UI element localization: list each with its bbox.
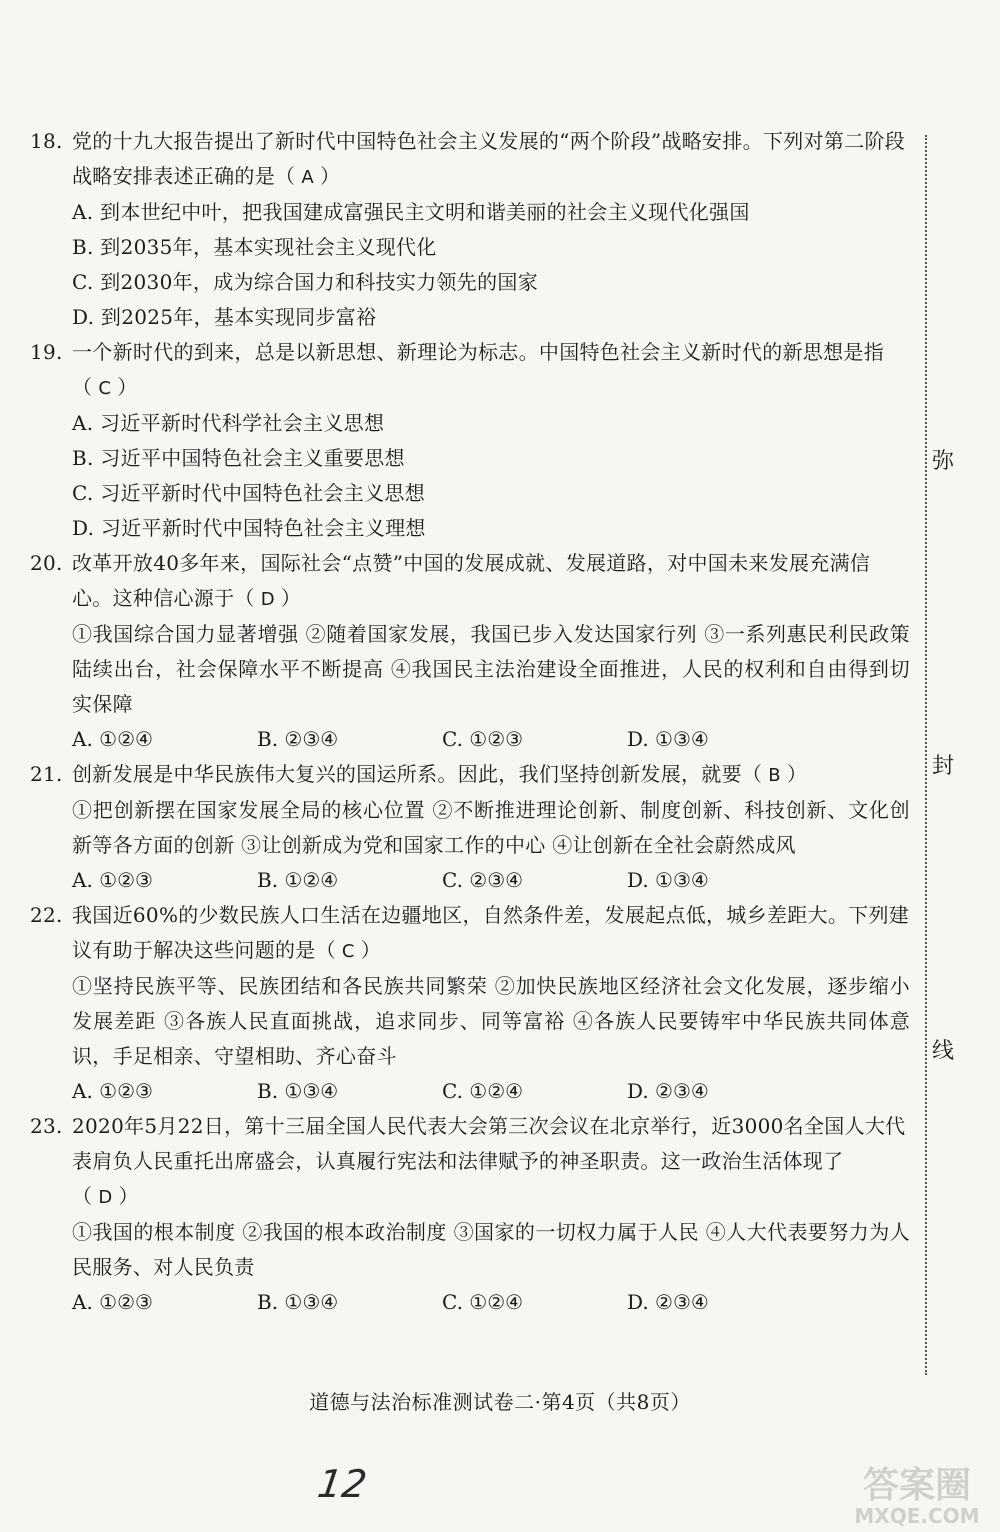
choice-c: C. ②③④: [442, 868, 524, 892]
choice-a: A. ①②③: [72, 1079, 153, 1103]
question-stem: [30, 335, 910, 406]
choice-a: A. ①②④: [72, 727, 153, 751]
binding-mark-feng: 封: [930, 745, 956, 784]
choice-b: B. ②③④: [257, 727, 339, 751]
question-18: [30, 124, 910, 335]
choice-row: [30, 722, 910, 757]
choice-d: D. ①③④: [627, 868, 709, 892]
choice-c: C. ①②④: [442, 1290, 524, 1314]
question-number: 20.: [30, 551, 63, 575]
question-20: [30, 546, 910, 757]
option-d: D. 习近平新时代中国特色社会主义理想: [72, 516, 426, 540]
stem-text: 我国近60%的少数民族人口生活在边疆地区，自然条件差，发展起点低，城乡差距大。下列建议有助于解决这些问题的是（: [72, 903, 910, 962]
handwritten-page-number: 12: [314, 1462, 370, 1506]
stem-text: 创新发展是中华民族伟大复兴的国运所系。因此，我们坚持创新发展，就要（: [72, 762, 763, 786]
binding-dotted-line: [925, 135, 927, 1375]
option-b: B. 习近平中国特色社会主义重要思想: [72, 446, 405, 470]
watermark-top-text: 答案圈: [862, 1465, 972, 1506]
question-stem: [30, 546, 910, 617]
statement-list: ①我国综合国力显著增强 ②随着国家发展，我国已步入发达国家行列 ③一系列惠民利民政策陆续出台，社会保障水平不断提高 ④我国民主法治建设全面推进，人民的权利和自由得到切实保障: [72, 622, 910, 716]
option-a: A. 习近平新时代科学社会主义思想: [72, 411, 385, 435]
handwritten-answer: D: [98, 1187, 113, 1208]
choice-a: A. ①②③: [72, 1290, 153, 1314]
choice-d: D. ①③④: [627, 727, 709, 751]
stem-text: 党的十九大报告提出了新时代中国特色社会主义发展的“两个阶段”战略安排。下列对第二阶段战略安排表述正确的是（: [72, 129, 906, 188]
handwritten-answer: A: [301, 167, 314, 188]
choice-row: [30, 863, 910, 898]
choice-b: B. ①②④: [257, 868, 339, 892]
stem-end: ）: [280, 586, 302, 610]
stem-end: ）: [786, 762, 808, 786]
question-19: [30, 335, 910, 546]
choice-d: D. ②③④: [627, 1079, 709, 1103]
stem-end: ）: [118, 1184, 139, 1208]
statement-list: ①把创新摆在国家发展全局的核心位置 ②不断推进理论创新、制度创新、科技创新、文化创新等各方面的创新 ③让创新成为党和国家工作的中心 ④让创新在全社会蔚然成风: [72, 798, 910, 857]
stem-end: ）: [117, 375, 138, 399]
watermark-bottom-text: MXQE.COM: [854, 1504, 980, 1528]
option-a: A. 到本世纪中叶，把我国建成富强民主文明和谐美丽的社会主义现代化强国: [72, 200, 750, 224]
stem-text: 改革开放40多年来，国际社会“点赞”中国的发展成就、发展道路，对中国未来发展充满信心。这种信心源于（: [72, 551, 871, 610]
question-21: [30, 757, 910, 898]
question-number: 23.: [30, 1114, 63, 1138]
choice-d: D. ②③④: [627, 1290, 709, 1314]
option-d: D. 到2025年，基本实现同步富裕: [72, 305, 377, 329]
choice-row: [30, 1285, 910, 1320]
handwritten-answer: C: [98, 378, 112, 399]
question-number: 22.: [30, 903, 63, 927]
option-c: C. 习近平新时代中国特色社会主义思想: [72, 481, 426, 505]
choice-a: A. ①②③: [72, 868, 153, 892]
choice-c: C. ①②③: [442, 727, 524, 751]
question-stem: [30, 757, 910, 793]
question-number: 19.: [30, 340, 63, 364]
question-stem: [30, 124, 910, 195]
stem-end: ）: [319, 164, 341, 188]
option-c: C. 到2030年，成为综合国力和科技实力领先的国家: [72, 270, 539, 294]
statement-list: ①坚持民族平等、民族团结和各民族共同繁荣 ②加快民族地区经济社会文化发展，逐步缩小发展差距 ③各族人民直面挑战，追求同步、同等富裕 ④各族人民要铸牢中华民族共同体意识，手足相亲、守望相助、齐心奋斗: [72, 974, 910, 1068]
handwritten-answer: B: [768, 765, 781, 786]
choice-b: B. ①③④: [257, 1290, 339, 1314]
option-b: B. 到2035年，基本实现社会主义现代化: [72, 235, 437, 259]
handwritten-answer: C: [341, 941, 355, 962]
binding-mark-mi: 弥: [930, 440, 956, 479]
watermark-logo: [845, 1455, 990, 1530]
question-list: [30, 124, 910, 1320]
question-stem: [30, 898, 910, 969]
question-23: [30, 1109, 910, 1320]
choice-b: B. ①③④: [257, 1079, 339, 1103]
question-number: 18.: [30, 129, 63, 153]
question-number: 21.: [30, 762, 63, 786]
binding-mark-xian: 线: [930, 1030, 956, 1069]
page-footer: 道德与法治标准测试卷二·第4页（共8页）: [309, 1390, 691, 1414]
stem-end: ）: [360, 938, 382, 962]
choice-row: [30, 1074, 910, 1109]
statement-list: ①我国的根本制度 ②我国的根本政治制度 ③国家的一切权力属于人民 ④人大代表要努力为人民服务、对人民负责: [72, 1220, 910, 1279]
choice-c: C. ①②④: [442, 1079, 524, 1103]
handwritten-answer: D: [260, 589, 275, 610]
question-22: [30, 898, 910, 1109]
stem-text: 2020年5月22日，第十三届全国人民代表大会第三次会议在北京举行，近3000名全国人大代表肩负人民重托出席盛会，认真履行宪法和法律赋予的神圣职责。这一政治生活体现了（: [72, 1114, 906, 1208]
stem-text: 一个新时代的到来，总是以新思想、新理论为标志。中国特色社会主义新时代的新思想是指（: [72, 340, 884, 399]
question-stem: [30, 1109, 910, 1215]
